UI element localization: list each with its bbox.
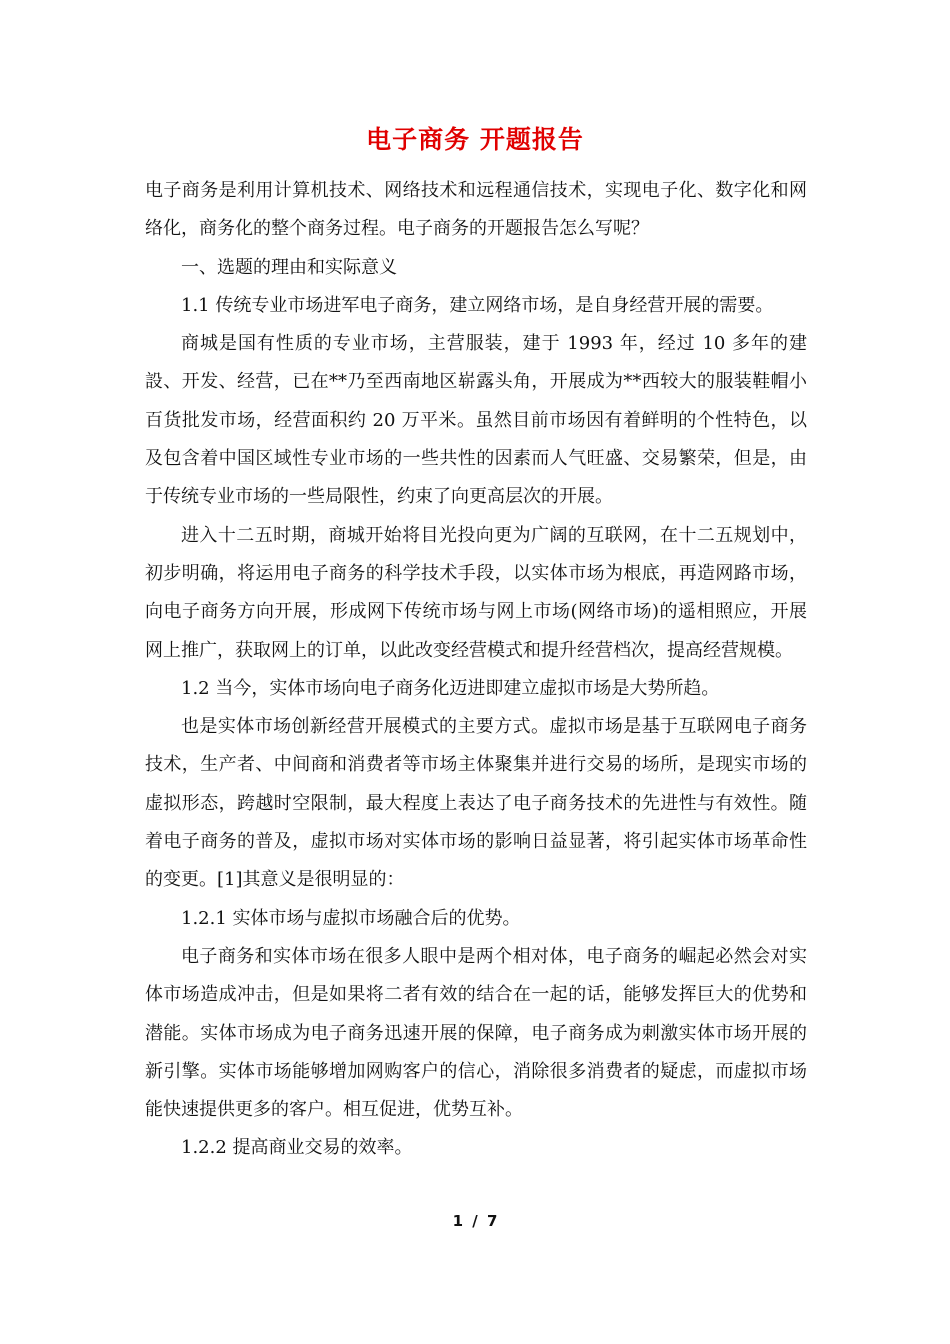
subsection-heading-1-2-1: 1.2.1 实体市场与虚拟市场融合后的优势。	[181, 907, 521, 929]
document-body	[145, 172, 807, 1168]
subsection-heading-1-2-2: 1.2.2 提高商业交易的效率。	[181, 1137, 413, 1159]
page-number-separator: /	[472, 1212, 478, 1230]
section-heading-1: 一、选题的理由和实际意义	[181, 256, 397, 278]
page-number	[0, 1212, 950, 1230]
subsection-heading-1-1: 1.1 传统专业市场进军电子商务，建立网络市场，是自身经营开展的需要。	[181, 294, 774, 316]
document-title: 电子商务 开题报告	[366, 125, 584, 154]
total-page-count: 7	[486, 1212, 498, 1230]
paragraph-mall-background: 商城是国有性质的专业市场，主营服装，建于 1993 年，经过 10 多年的建設、开发、经营，已在**乃至西南地区崭露头角，开展成为**西较大的服装鞋帽小百货批发市场，经营面积约 20 万平米。虽然目前市场因有着鲜明的个性特色，以及包含着中国区域性专业市场的一些共性的因素而人气旺盛、交易繁荣，但是，由于传统专业市场的一些局限性，约束了向更高层次的开展。	[145, 333, 807, 508]
current-page-number: 1	[452, 1212, 464, 1230]
paragraph-virtual-market: 也是实体市场创新经营开展模式的主要方式。虚拟市场是基于互联网电子商务技术，生产者、中间商和消费者等市场主体聚集并进行交易的场所，是现实市场的虚拟形态，跨越时空限制，最大程度上表达了电子商务技术的先进性与有效性。随着电子商务的普及，虚拟市场对实体市场的影响日益显著，将引起实体市场革命性的变更。[1]其意义是很明显的：	[145, 716, 807, 891]
paragraph-five-year-plan: 进入十二五时期，商城开始将目光投向更为广阔的互联网，在十二五规划中，初步明确，将运用电子商务的科学技术手段，以实体市场为根底，再造网路市场，向电子商务方向开展，形成网下传统市场与网上市场(网络市场)的遥相照应，开展网上推广，获取网上的订单，以此改变经营模式和提升经营档次，提高经营规模。	[145, 524, 807, 661]
subsection-heading-1-2: 1.2 当今，实体市场向电子商务化迈进即建立虚拟市场是大势所趋。	[181, 677, 720, 699]
paragraph-intro: 电子商务是利用计算机技术、网络技术和远程通信技术，实现电子化、数字化和网络化，商务化的整个商务过程。电子商务的开题报告怎么写呢？	[145, 180, 807, 240]
paragraph-integration-advantage: 电子商务和实体市场在很多人眼中是两个相对体，电子商务的崛起必然会对实体市场造成冲击，但是如果将二者有效的结合在一起的话，能够发挥巨大的优势和潜能。实体市场成为电子商务迅速开展的保障，电子商务成为刺激实体市场开展的新引擎。实体市场能够增加网购客户的信心，消除很多消费者的疑虑，而虚拟市场能快速提供更多的客户。相互促进，优势互补。	[145, 945, 807, 1121]
